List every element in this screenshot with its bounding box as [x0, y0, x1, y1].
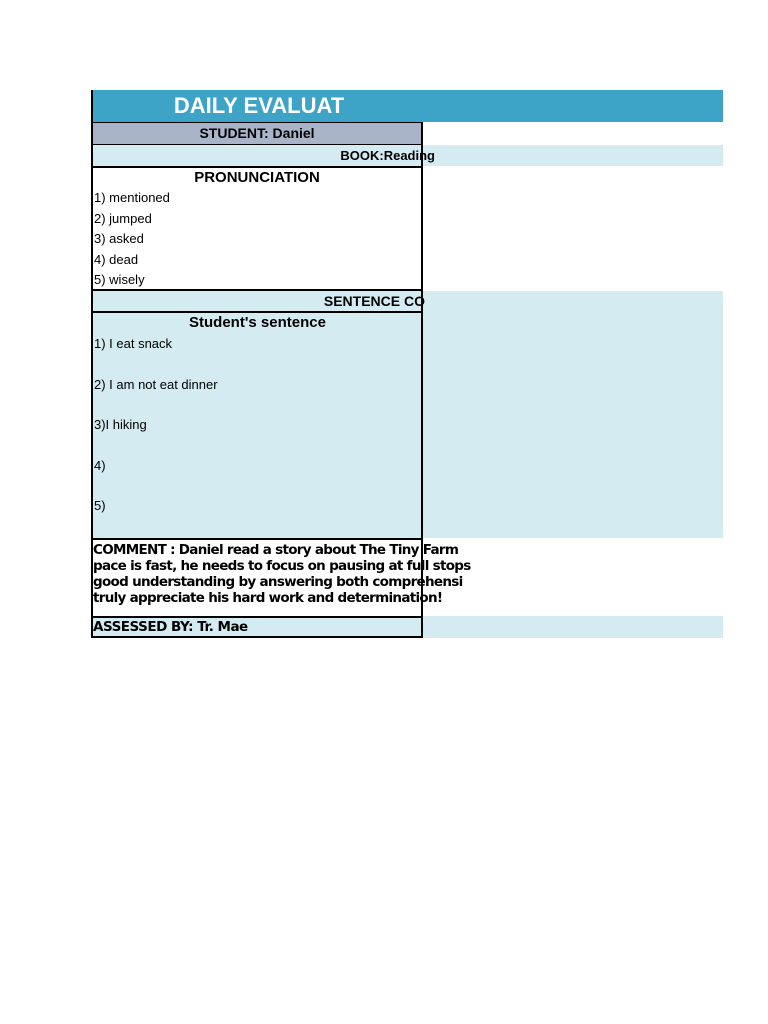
student-name: STUDENT: Daniel: [91, 122, 423, 146]
comment-line: truly appreciate his hard work and determination!: [93, 590, 443, 606]
sentence-item: 5): [94, 498, 106, 513]
title-row: [91, 90, 723, 122]
student-row: [91, 122, 723, 146]
sentence-cell: [91, 311, 423, 538]
sentence-item: 2) I am not eat dinner: [94, 376, 218, 392]
pronunciation-section: [91, 166, 423, 291]
comment-cell: [91, 538, 471, 616]
page-title: DAILY EVALUAT: [173, 93, 345, 118]
sentence-heading: Student's sentence: [189, 314, 326, 331]
sentence-section: [91, 311, 723, 538]
comment-line: COMMENT : Daniel read a story about The Tiny Farm: [93, 542, 459, 558]
book-cell: [91, 145, 435, 166]
comment-row: [91, 538, 723, 616]
pronunciation-item: 5) wisely: [94, 272, 145, 287]
pronunciation-item: 2) jumped: [94, 210, 152, 226]
pronunciation-heading: PRONUNCIATION: [194, 169, 320, 186]
pronunciation-item: 3) asked: [94, 231, 144, 246]
book-row: [91, 145, 723, 166]
sentence-section-header: [91, 291, 723, 312]
pronunciation-item: 4) dead: [94, 251, 139, 267]
book-label: BOOK:Reading: [340, 148, 435, 163]
sentence-item: 3)I hiking: [94, 417, 147, 432]
comment-line: good understanding by answering both comprehensi: [93, 574, 463, 590]
comment-line: pace is fast, he needs to focus on pausing at full stops: [93, 558, 471, 574]
assessed-by: ASSESSED BY: Tr. Mae: [91, 616, 423, 638]
sentence-item: 1) I eat snack: [94, 336, 173, 351]
pronunciation-item: 1) mentioned: [94, 190, 170, 205]
sentence-item: 4): [94, 457, 106, 473]
sentence-header-cell: [91, 291, 423, 312]
sentence-section-label: SENTENCE CO: [323, 293, 425, 309]
assessed-row: [91, 616, 723, 638]
